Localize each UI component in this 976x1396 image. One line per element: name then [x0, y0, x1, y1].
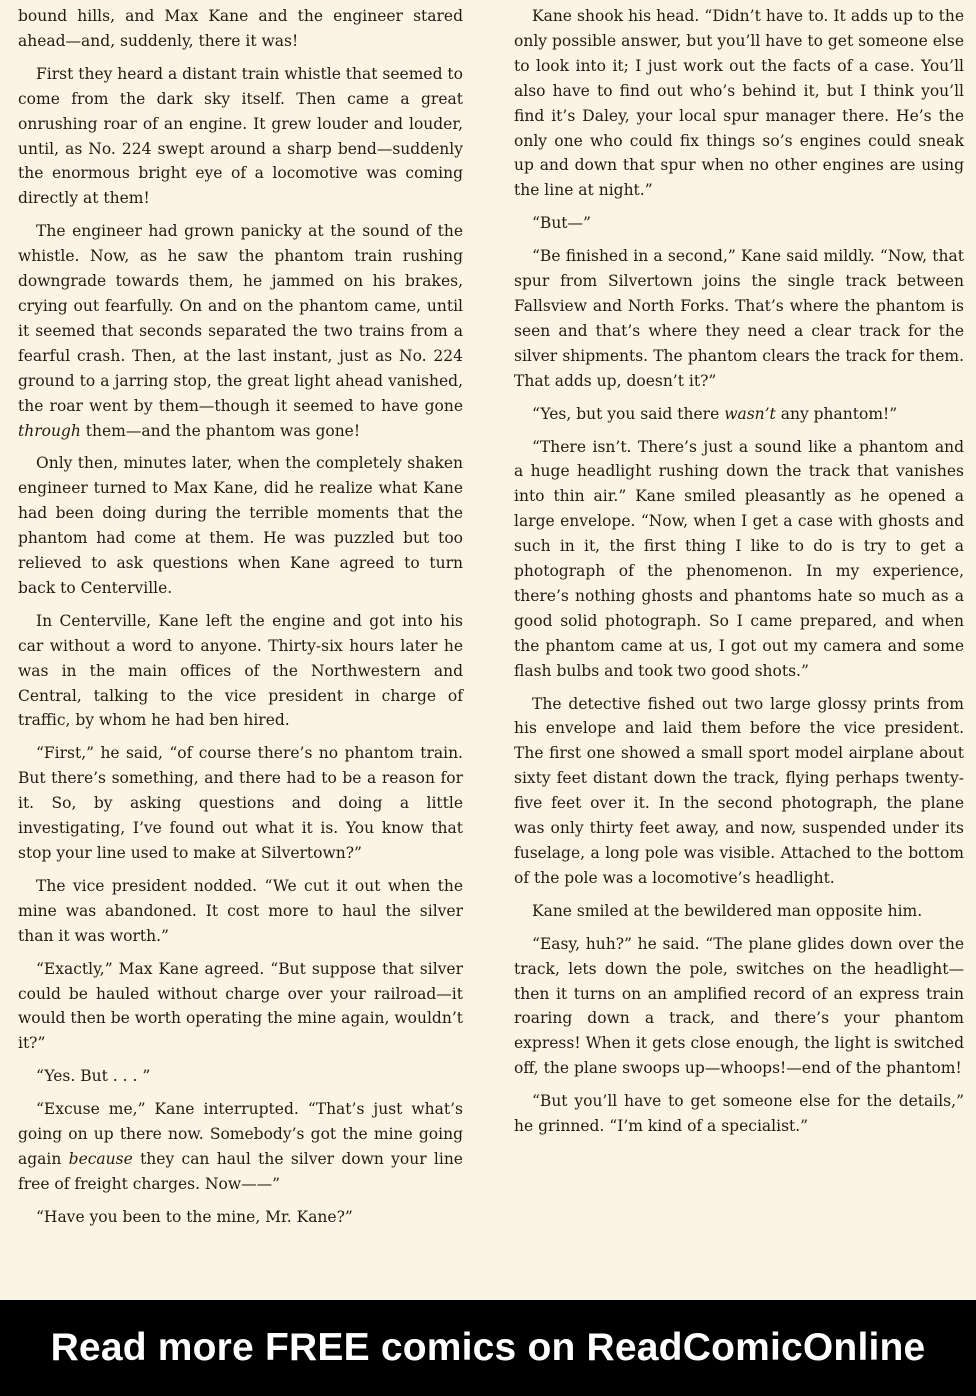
- promo-banner-text[interactable]: Read more FREE comics on ReadComicOnline: [50, 1326, 926, 1369]
- paragraph-text: “Exactly,” Max Kane agreed. “But suppose that silver could be hauled without charge over your railroad—it would then be worth operating the mine again, wouldn’t it?”: [18, 959, 463, 1053]
- paragraph-text: bound hills, and Max Kane and the engineer stared ahead—and, suddenly, there it was!: [18, 7, 463, 50]
- paragraph-text: “But you’ll have to get someone else for the details,” he grinned. “I’m kind of a specialist.”: [514, 1092, 964, 1136]
- story-paragraph: [514, 244, 964, 393]
- paragraph-text: First they heard a distant train whistle that seemed to come from the dark sky itself. Then came a great onrushing roar of an engine. It grew louder and louder, until, as No. 224 swept around a sharp bend—suddenly the enormous bright eye of a locomotive was coming directly at them!: [18, 64, 463, 208]
- paragraph-text: them—and the phantom was gone!: [80, 421, 361, 440]
- emphasized-text: through: [18, 421, 81, 440]
- paragraph-text: they can haul the silver down your line free of freight charges. Now——”: [18, 1149, 463, 1193]
- story-paragraph: [514, 402, 964, 427]
- paragraph-text: “But—”: [532, 214, 591, 233]
- story-paragraph: [514, 211, 964, 236]
- paragraph-text: “Have you been to the mine, Mr. Kane?”: [36, 1207, 353, 1226]
- paragraph-text: “Yes, but you said there: [532, 404, 725, 423]
- story-paragraph: [514, 435, 964, 684]
- paragraph-text: The engineer had grown panicky at the sound of the whistle. Now, as he saw the phantom train rushing downgrade towards them, he jammed on his brakes, crying out fearfully. On and on the phantom came, until it seemed that seconds separated the two trains from a fearful crash. Then, at the last instant, just as No. 224 ground to a jarring stop, the great light ahead vanished, the roar went by them—though it seemed to have gone: [18, 222, 463, 415]
- story-paragraph: [514, 899, 964, 924]
- story-paragraph: [18, 1064, 463, 1089]
- emphasized-text: wasn’t: [724, 404, 776, 423]
- paragraph-text: Only then, minutes later, when the completely shaken engineer turned to Max Kane, did he realize what Kane had been doing during the terrible moments that the phantom had come at them. He was puzzled but too relieved to ask questions when Kane agreed to turn back to Centerville.: [18, 454, 463, 597]
- right-text-column: [514, 4, 964, 1147]
- story-paragraph: [514, 1089, 964, 1139]
- story-paragraph: [18, 219, 463, 443]
- paragraph-text: any phantom!”: [775, 404, 898, 423]
- paragraph-text: “Easy, huh?” he said. “The plane glides down over the track, lets down the pole, switches on the headlight—then it turns on an amplified record of an express train roaring down a track, and there’s your phantom express! When it gets close enough, the light is switched off, the plane swoops up—whoops!—end of the phantom!: [514, 934, 964, 1078]
- emphasized-text: because: [68, 1149, 133, 1168]
- paragraph-text: “Yes. But . . . ”: [36, 1067, 151, 1086]
- story-paragraph: [514, 692, 964, 891]
- paragraph-text: “First,” he said, “of course there’s no phantom train. But there’s something, and there had to be a reason for it. So, by asking questions and doing a little investigating, I’ve found out what it is. You know that stop your line used to make at Silvertown?”: [18, 744, 463, 862]
- story-paragraph: [514, 4, 964, 203]
- paragraph-text: In Centerville, Kane left the engine and got into his car without a word to anyone. Thirty-six hours later he was in the main offices of the Northwestern and Central, talking to the vice president in charge of traffic, by whom he had ben hired.: [18, 611, 463, 730]
- story-paragraph: [18, 957, 463, 1057]
- paragraph-text: “Be finished in a second,” Kane said mildly. “Now, that spur from Silvertown joins the single track between Fallsview and North Forks. That’s where the phantom is seen and that’s where they need a clear track for the silver shipments. The phantom clears the track for them. That adds up, doesn’t it?”: [514, 247, 964, 390]
- paragraph-text: “There isn’t. There’s just a sound like a phantom and a huge headlight rushing down the track that vanishes into thin air.” Kane smiled pleasantly as he opened a large envelope. “Now, when I get a case with ghosts and such in it, the first thing I like to do is try to get a photograph of the phenomenon. In my experience, there’s nothing ghosts and phantoms hate so much as a good solid photograph. So I came prepared, and when the phantom came at us, I got out my camera and some flash bulbs and took two good shots.”: [514, 437, 964, 680]
- left-text-column: [18, 4, 463, 1238]
- story-paragraph: [18, 451, 463, 600]
- promo-banner[interactable]: [0, 1300, 976, 1396]
- paragraph-text: “Excuse me,” Kane interrupted. “That’s just what’s going on up there now. Somebody’s got the mine going again: [18, 1100, 463, 1168]
- paragraph-text: The vice president nodded. “We cut it out when the mine was abandoned. It cost more to haul the silver than it was worth.”: [18, 876, 463, 945]
- story-paragraph: [18, 4, 463, 54]
- paragraph-text: Kane shook his head. “Didn’t have to. It adds up to the only possible answer, but you’ll have to get someone else to look into it; I just work out the facts of a case. You’ll also have to find out who’s behind it, but I think you’ll find it’s Daley, your local spur manager there. He’s the only one who could fix things so’s engines could sneak up and down that spur when no other engines are using the line at night.”: [514, 7, 964, 200]
- story-paragraph: [18, 609, 463, 734]
- story-paragraph: [18, 874, 463, 949]
- story-paragraph: [18, 741, 463, 866]
- story-paragraph: [18, 1205, 463, 1230]
- paragraph-text: Kane smiled at the bewildered man opposite him.: [532, 901, 923, 920]
- paragraph-text: The detective fished out two large glossy prints from his envelope and laid them before the vice president. The first one showed a small sport model airplane about sixty feet distant down the track, flying perhaps twenty-five feet over it. In the second photograph, the plane was only thirty feet away, and now, suspended under its fuselage, a long pole was visible. Attached to the bottom of the pole was a locomotive’s headlight.: [514, 694, 964, 887]
- story-paragraph: [18, 1097, 463, 1197]
- story-paragraph: [18, 62, 463, 211]
- story-paragraph: [514, 932, 964, 1081]
